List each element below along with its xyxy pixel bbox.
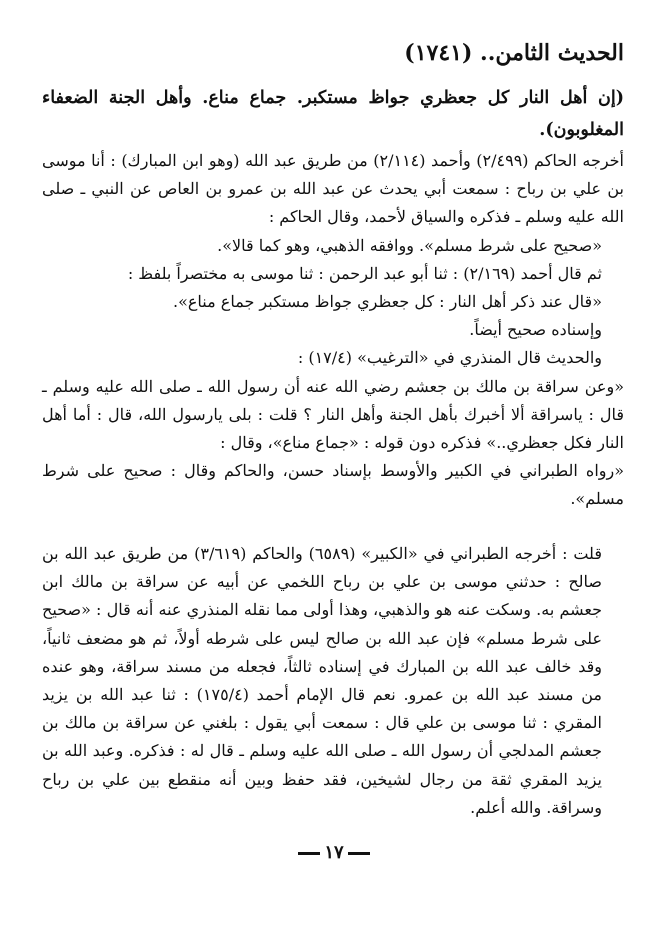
author-comment-section <box>42 540 624 822</box>
paragraph-tabarani-quote: «رواه الطبراني في الكبير والأوسط بإسناد حسن، والحاكم وقال : صحيح على شرط مسلم». <box>42 461 624 509</box>
hadith-text: (إن أهل النار كل جعظري جواظ مستكبر. جماع مناع. وأهل الجنة الضعفاء المغلوبون). <box>42 88 624 140</box>
paragraph-mundhiri-intro: والحديث قال المنذري في «الترغيب» (١٧/٤) : <box>297 348 602 368</box>
paragraph-takhrij-hakim: أخرجه الحاكم (٢/٤٩٩) وأحمد (٢/١١٤) من طريق عبد الله (وهو ابن المبارك) : أنا موسى بن علي بن رباح : سمعت أبي يحدث عن عبد الله بن عمرو بن العاص عن النبي ـ صلى الله عليه وسلم ـ فذكره والسياق لأحمد، وقال الحاكم : <box>42 151 625 227</box>
paragraph-ahmad-quote: «قال عند ذكر أهل النار : كل جعظري جواظ مستكبر جماع مناع». <box>172 292 602 312</box>
page-number: ١٧ <box>324 842 344 863</box>
paragraph-suraqa-hadith: «وعن سراقة بن مالك بن جعشم رضي الله عنه أن رسول الله ـ صلى الله عليه وسلم ـ قال : ياسراقة ألا أخبرك بأهل الجنة وأهل النار ؟ قلت : بلى يارسول الله، قال : أما أهل النار فكل جعظري..» فذكره دون قوله : «جماع مناع»، وقال : <box>42 376 625 453</box>
paragraph-ahmad-second: ثم قال أحمد (٢/١٦٩) : ثنا أبو عبد الرحمن : ثنا موسى به مختصراً بلفظ : <box>127 263 602 283</box>
paragraph-author-comment: قلت : أخرجه الطبراني في «الكبير» (٦٥٨٩) والحاكم (٣/٦١٩) من طريق عبد الله بن صالح : حدثني موسى بن علي بن رباح اللخمي عن أبيه عن سراقة بن مالك ابن جعشم به. وسكت عنه هو والذهبي، وهذا أولى مما نقله المنذري عنه أنه قال : «صحيح على شرط مسلم» فإن عبد الله بن صالح ليس على شرطه أولاً، ثم هو مضعف ثانياً، وقد خالف عبد الله بن المبارك في إسناده ثالثاً، فجعله من مسند سراقة، وهو عنده من مسند عبد الله بن عمرو. نعم قال الإمام أحمد (١٧٥/٤) : ثنا عبد الله بن يزيد المقري : ثنا موسى بن علي قال : سمعت أبي يقول : بلغني عن سراقة بن مالك بن جعشم المدلجي أن رسول الله ـ صلى الله عليه وسلم ـ قال له : فذكره. وعبد الله بن يزيد المقري ثقة من رجال لشيخين، فقد حفظ وبين أنه منقطع بين علي بن رباح وسراقة. والله أعلم. <box>42 544 603 817</box>
takhrij-section <box>42 147 624 514</box>
page-footer <box>0 842 668 863</box>
paragraph-hakim-quote: «صحيح على شرط مسلم». ووافقه الذهبي، وهو كما قالا». <box>217 235 602 255</box>
footer-dash-right <box>298 852 320 855</box>
paragraph-isnad-sahih: وإسناده صحيح أيضاً. <box>469 320 602 340</box>
hadith-heading: الحديث الثامن.. (١٧٤١) <box>404 40 624 66</box>
footer-dash-left <box>348 852 370 855</box>
